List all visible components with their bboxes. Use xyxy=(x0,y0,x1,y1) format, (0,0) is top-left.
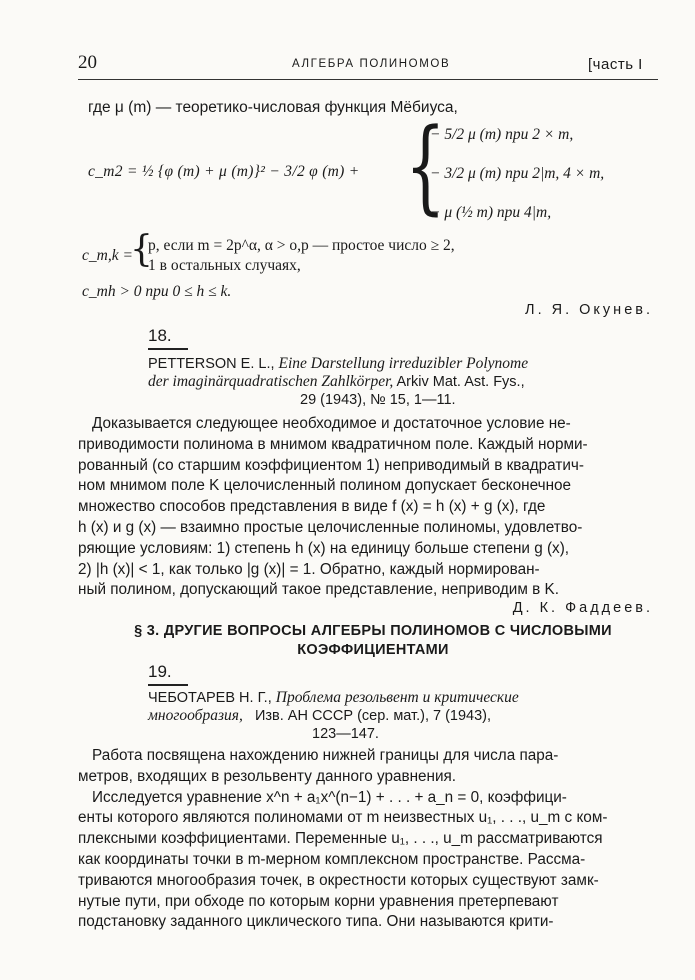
abstract-line: енты которого являются полиномами от m неизвестных u₁, . . ., u_m с ком- xyxy=(78,809,608,827)
abstract-line: триваются многообразия точек, в окрестности которых существуют замк- xyxy=(78,871,599,889)
cm2-case-3: − μ (½ m) при 4|m, xyxy=(430,204,552,221)
abstract-line: Доказывается следующее необходимое и достаточное условие не- xyxy=(92,415,571,432)
ref18-line2 xyxy=(148,373,525,391)
abstract-line: ряющие условиям: 1) степень h (x) на единицу больше степени g (x), xyxy=(78,539,570,557)
abstract-line: 2) |h (x)| < 1, как только |g (x)| = 1. Обратно, каждый нормирован- xyxy=(78,560,540,578)
ref19-author: ЧЕБОТАРЕВ Н. Г., xyxy=(148,690,272,706)
signature-faddeev: Д. К. Фаддеев. xyxy=(512,600,653,616)
abstract-line: приводимости полинома в мнимом квадратичном поле. Каждый норми- xyxy=(78,435,588,453)
abstract-line: подстановку заданного циклического типа. Они называются крити- xyxy=(78,913,554,931)
section-title-line-2: КОЭФФИЦИЕНТАМИ xyxy=(297,642,449,658)
ref-number-18: 18. xyxy=(148,326,172,345)
cm2-formula: c_m2 = ½ {φ (m) + μ (m)}² − 3/2 φ (m) + xyxy=(88,163,360,180)
cmk-lhs: c_m,k = xyxy=(82,247,133,264)
ref18-line1 xyxy=(148,355,528,373)
section-3-title xyxy=(78,622,668,660)
abstract-line: h (x) и g (x) — взаимно простые целочисленные полиномы, удовлетво- xyxy=(78,518,583,536)
ref19-details: 123—147. xyxy=(312,726,379,742)
abstract-line: Работа посвящена нахождению нижней границы для числа пара- xyxy=(92,747,559,764)
section-title-line-1: § 3. ДРУГИЕ ВОПРОСЫ АЛГЕБРЫ ПОЛИНОМОВ С ЧИСЛОВЫМИ xyxy=(134,623,612,639)
abstract-line: множество способов представления в виде f (x) = h (x) + g (x), где xyxy=(78,498,546,516)
ref18-journal: Arkiv Mat. Ast. Fys., xyxy=(396,374,525,390)
abstract-line: плексными коэффициентами. Переменные u₁, . . ., u_m рассматриваются xyxy=(78,830,603,848)
part-label: [часть I xyxy=(588,56,643,73)
cm2-brace: { xyxy=(405,108,446,227)
cmk-brace: { xyxy=(130,229,153,270)
header-rule xyxy=(78,79,658,80)
abstract-line: Исследуется уравнение x^n + a₁x^(n−1) + . . . + a_n = 0, коэффици- xyxy=(92,788,567,806)
running-title: АЛГЕБРА ПОЛИНОМОВ xyxy=(292,58,451,70)
cmk-case-1: p, если m = 2p^α, α > o,p — простое число ≥ 2, xyxy=(148,237,455,254)
abstract-line: нутые пути, при обходе по которым корни уравнения претерпевают xyxy=(78,892,559,910)
ref18-abstract xyxy=(78,414,656,601)
ref19-abstract xyxy=(78,746,656,933)
abstract-line: метров, входящих в резольвенту данного уравнения. xyxy=(78,767,457,785)
abstract-line: рованный (со старшим коэффициентом 1) неприводимый в квадратич- xyxy=(78,456,584,474)
ref-bar-19 xyxy=(148,684,188,686)
ref19-title-2: многообразия, xyxy=(148,707,243,724)
page-number: 20 xyxy=(78,52,97,73)
ref19-title-1: Проблема резольвент и критические xyxy=(275,689,519,706)
ref19-line2 xyxy=(148,707,491,725)
ref19-line1 xyxy=(148,689,519,707)
cmh-formula: c_mh > 0 при 0 ≤ h ≤ k. xyxy=(82,283,232,300)
cm2-case-1: − 5/2 μ (m) при 2 × m, xyxy=(430,126,574,143)
ref-number-19: 19. xyxy=(148,662,172,681)
cmk-case-2: 1 в остальных случаях, xyxy=(148,257,301,274)
ref-bar-18 xyxy=(148,348,188,350)
signature-okunev: Л. Я. Окунев. xyxy=(525,302,653,318)
abstract-line: как координаты точки в m-мерном комплексном пространстве. Рассма- xyxy=(78,850,586,868)
ref18-title-2: der imaginärquadratischen Zahlkörper, xyxy=(148,373,394,390)
ref18-title-1: Eine Darstellung irreduzibler Polynome xyxy=(278,355,529,372)
abstract-line: ном мнимом поле K целочисленный полином допускает бесконечное xyxy=(78,477,572,495)
cm2-case-2: − 3/2 μ (m) при 2|m, 4 × m, xyxy=(430,165,605,182)
moebius-intro: где μ (m) — теоретико-числовая функция Мёбиуса, xyxy=(88,99,458,116)
abstract-line: ный полином, допускающий такое представление, неприводим в K. xyxy=(78,581,559,599)
ref18-author: PETTERSON E. L., xyxy=(148,356,275,372)
ref18-details: 29 (1943), № 15, 1—11. xyxy=(300,392,456,408)
ref19-journal: Изв. АН СССР (сер. мат.), 7 (1943), xyxy=(254,708,492,724)
